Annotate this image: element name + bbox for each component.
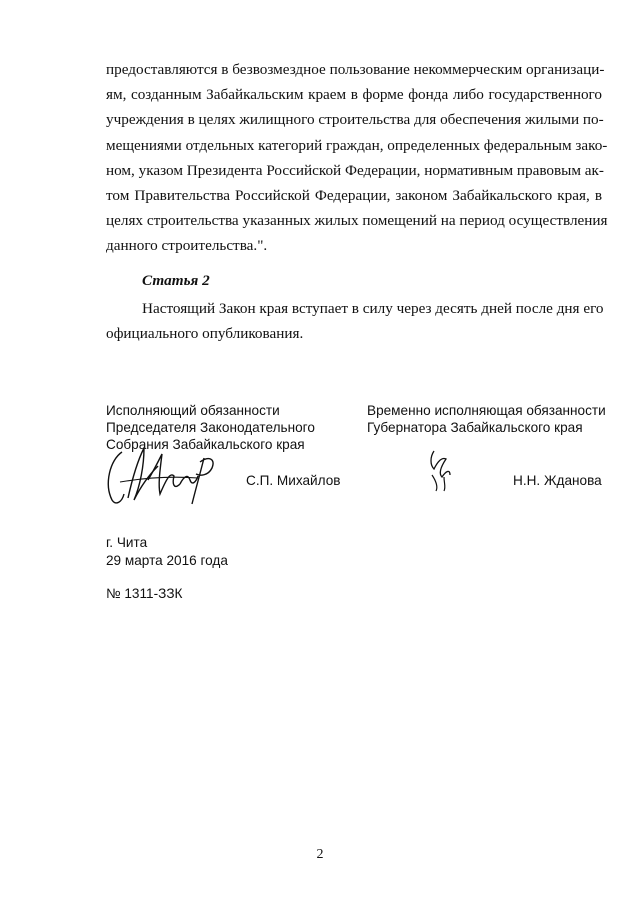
article-heading: Статья 2 xyxy=(142,272,210,289)
text-line: учреждения в целях жилищного строительства для обеспечения жилыми по- xyxy=(106,111,604,129)
signatory-title-line: Председателя Законодательного xyxy=(106,420,315,435)
signatory-title-line: Временно исполняющая обязанности xyxy=(367,403,606,418)
text-line: ном, указом Президента Российской Федерации, нормативным правовым ак- xyxy=(106,161,604,179)
text-line: мещениями отдельных категорий граждан, определенных федеральным зако- xyxy=(106,136,608,154)
text-line: предоставляются в безвозмездное пользование некоммерческим организаци- xyxy=(106,61,605,78)
signatory-right-name: Н.Н. Жданова xyxy=(513,473,602,488)
article-text-line: Настоящий Закон края вступает в силу через десять дней после дня его xyxy=(142,300,604,317)
article-text-line: официального опубликования. xyxy=(106,325,304,343)
article-text xyxy=(106,296,602,346)
law-number: № 1311-ЗЗК xyxy=(106,586,183,601)
text-line: том Правительства Российской Федерации, законом Забайкальского края, в xyxy=(106,186,602,204)
text-line: ям, созданным Забайкальским краем в форме фонда либо государственного xyxy=(106,86,602,104)
signing-date: 29 марта 2016 года xyxy=(106,552,228,568)
signatory-left-name: С.П. Михайлов xyxy=(246,473,341,488)
signature-left-handwritten xyxy=(100,440,220,510)
city: г. Чита xyxy=(106,535,148,550)
signatory-right-title xyxy=(367,402,606,436)
text-line: данного строительства.". xyxy=(106,237,268,255)
signatory-title-line: Собрания Забайкальского края xyxy=(106,437,305,452)
text-line: целях строительства указанных жилых помещений на период осуществления xyxy=(106,212,608,230)
signatory-title-line: Исполняющий обязанности xyxy=(106,403,280,418)
law-text-continuation xyxy=(106,57,608,259)
signature-right-handwritten xyxy=(420,447,460,493)
page-number: 2 xyxy=(316,847,324,862)
signatory-title-line: Губернатора Забайкальского края xyxy=(367,420,583,435)
place-and-date xyxy=(106,534,228,569)
